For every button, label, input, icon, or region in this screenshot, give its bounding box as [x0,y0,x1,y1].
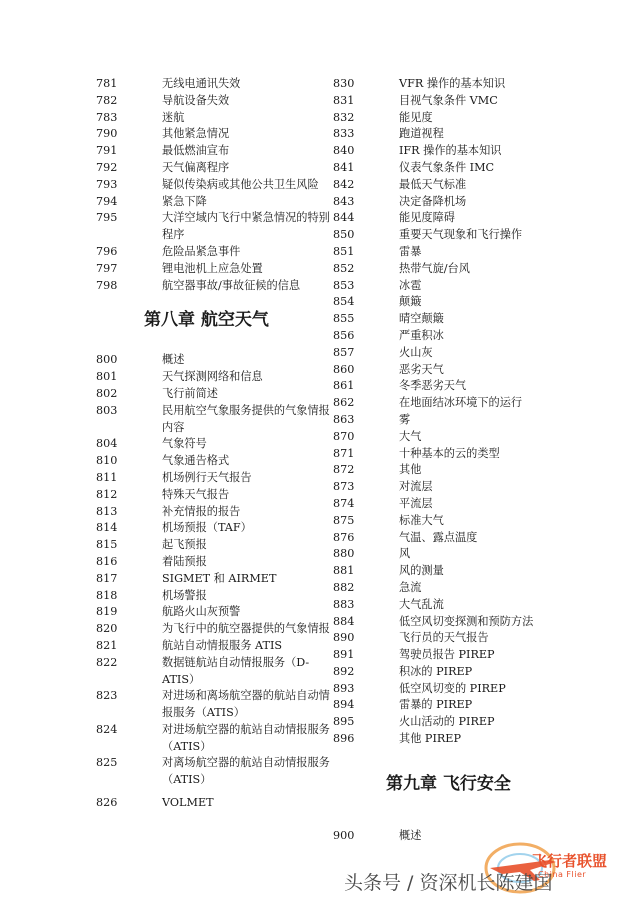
entry-number: 844 [333,211,355,225]
entry-title: 航空器事故/事故征候的信息 [162,278,301,292]
entry-number: 851 [333,244,355,258]
toc-entry [333,597,573,614]
toc-entry [333,697,573,714]
entry-number: 817 [96,571,118,585]
entry-number: 861 [333,379,355,393]
entry-number: 900 [333,828,355,842]
entry-number: 842 [333,177,355,191]
toc-entry [96,244,336,261]
toc-entry [96,795,336,812]
entry-title: 雷暴的 PIREP [399,698,473,712]
entry-title: 能见度 [399,110,433,124]
entry-title: 航路火山灰预警 [162,605,241,619]
entry-number: 855 [333,312,355,326]
toc-left-column [96,76,336,812]
toc-entry [333,647,573,664]
toc-entry [333,630,573,647]
toc-entry [96,352,336,369]
toc-entry [333,462,573,479]
entry-number: 790 [96,127,118,141]
toc-entry [333,328,573,345]
entry-number: 822 [96,655,118,669]
toc-entry [333,210,573,227]
toc-entry [96,604,336,621]
toc-entry [96,194,336,211]
entry-number: 852 [333,261,355,275]
entry-title: IFR 操作的基本知识 [399,144,502,158]
entry-title: 火山活动的 PIREP [399,715,495,729]
entry-number: 793 [96,177,118,191]
toc-entry [96,504,336,521]
entry-title: 急流 [399,580,422,594]
entry-title: 对流层 [399,480,433,494]
toc-entry [96,571,336,588]
entry-number: 797 [96,261,118,275]
entry-number: 804 [96,437,118,451]
entry-number: 876 [333,530,355,544]
toc-entry [333,278,573,295]
toc-entry [96,160,336,177]
toc-entry [333,345,573,362]
chapter-8-heading: 第八章 航空天气 [144,310,269,331]
entry-number: 813 [96,504,118,518]
toc-entry [96,621,336,638]
toc-entry [333,446,573,463]
entry-title: 危险品紧急事件 [162,244,241,258]
entry-number: 873 [333,480,355,494]
entry-title: 着陆预报 [162,554,207,568]
toc-entry [333,126,573,143]
toc-entry [96,688,336,722]
entry-title: 颠簸 [399,295,422,309]
entry-number: 812 [96,487,118,501]
entry-number: 821 [96,638,118,652]
entry-number: 853 [333,278,355,292]
entry-title: 恶劣天气 [399,362,444,376]
entry-title: 补充情报的报告 [162,504,241,518]
entry-title: 概述 [162,353,185,367]
toc-entry [96,177,336,194]
entry-title: 平流层 [399,496,433,510]
entry-number: 782 [96,93,118,107]
toc-entry [333,412,573,429]
toc-entry [333,93,573,110]
toc-entry [96,537,336,554]
toc-entry [96,210,336,244]
entry-title: 跑道视程 [399,127,444,141]
entry-number: 795 [96,211,118,225]
toc-entry [333,76,573,93]
toc-entry [333,731,573,748]
chapter-heading-wrapper [96,294,336,352]
entry-number: 892 [333,664,355,678]
entry-title: SIGMET 和 AIRMET [162,571,277,585]
toc-entry [96,453,336,470]
toc-entry [96,386,336,403]
entry-title: 风的测量 [399,564,444,578]
entry-number: 815 [96,538,118,552]
entry-title: 雷暴 [399,244,422,258]
entry-title: 其他 [399,463,422,477]
entry-title: 最低天气标准 [399,177,467,191]
toc-entry [96,126,336,143]
entry-number: 854 [333,295,355,309]
entry-number: 840 [333,144,355,158]
entry-title: 数据链航站自动情报服务（D-ATIS） [162,655,310,686]
entry-number: 819 [96,605,118,619]
toc-entry [96,554,336,571]
entry-title: VOLMET [162,796,214,810]
entry-number: 783 [96,110,118,124]
entry-number: 891 [333,648,355,662]
entry-number: 896 [333,732,355,746]
entry-number: 781 [96,77,118,90]
entry-number: 894 [333,698,355,712]
chapter-9-heading: 第九章 飞行安全 [386,773,511,794]
entry-number: 857 [333,345,355,359]
entry-number: 796 [96,244,118,258]
entry-number: 882 [333,580,355,594]
entry-title: 无线电通讯失效 [162,77,241,90]
entry-title: 雾 [399,412,411,426]
entry-number: 823 [96,689,118,703]
toc-entry [333,479,573,496]
entry-title: 导航设备失效 [162,93,230,107]
entry-title: 其他 PIREP [399,732,461,746]
watermark-text: 头条号 / 资深机长陈建国 [344,872,553,894]
entry-number: 870 [333,429,355,443]
entry-number: 860 [333,362,355,376]
entry-number: 872 [333,463,355,477]
entry-number: 830 [333,77,355,90]
entry-number: 816 [96,554,118,568]
entry-title: 十种基本的云的类型 [399,446,500,460]
entry-number: 800 [96,353,118,367]
toc-entry [333,681,573,698]
toc-entry [333,160,573,177]
toc-entry [96,520,336,537]
entry-title: 紧急下降 [162,194,207,208]
toc-entry [96,261,336,278]
toc-entry [333,294,573,311]
entry-title: 能见度障碍 [399,211,455,225]
toc-entry [333,563,573,580]
entry-title: 迷航 [162,110,185,124]
entry-title: 目视气象条件 VMC [399,93,498,107]
entry-title: VFR 操作的基本知识 [399,77,506,90]
entry-title: 大洋空域内飞行中紧急情况的特别程序 [162,211,330,242]
entry-title: 标准大气 [399,513,444,527]
toc-entry [333,378,573,395]
entry-number: 810 [96,454,118,468]
entry-title: 大气乱流 [399,597,444,611]
entry-title: 天气探测网络和信息 [162,370,263,384]
entry-title: 晴空颠簸 [399,312,444,326]
toc-entry [333,143,573,160]
toc-entry [96,76,336,93]
toc-entry [96,110,336,127]
entry-title: 火山灰 [399,345,433,359]
chapter-heading-wrapper [333,748,573,822]
entry-number: 862 [333,396,355,410]
entry-number: 818 [96,588,118,602]
entry-title: 大气 [399,429,422,443]
entry-title: 低空风切变探测和预防方法 [399,614,534,628]
entry-number: 820 [96,622,118,636]
entry-title: 决定备降机场 [399,194,467,208]
entry-title: 飞行前简述 [162,386,218,400]
entry-number: 875 [333,513,355,527]
entry-title: 机场预报（TAF） [162,521,252,535]
entry-title: 对进场航空器的航站自动情报服务（ATIS） [162,722,330,753]
entry-number: 881 [333,564,355,578]
entry-title: 锂电池机上应急处置 [162,261,263,275]
entry-title: 概述 [399,828,422,842]
entry-number: 890 [333,631,355,645]
entry-title: 冰雹 [399,278,422,292]
entry-number: 895 [333,715,355,729]
entry-number: 791 [96,144,118,158]
entry-number: 874 [333,496,355,510]
toc-entry [333,614,573,631]
toc-entry [96,755,336,789]
entry-title: 机场例行天气报告 [162,470,252,484]
toc-entry [96,655,336,689]
entry-title: 重要天气现象和飞行操作 [399,228,523,242]
entry-number: 814 [96,521,118,535]
entry-title: 最低燃油宣布 [162,144,230,158]
toc-entry [96,487,336,504]
entry-title: 机场警报 [162,588,207,602]
toc-entry [96,143,336,160]
toc-entry [96,588,336,605]
entry-number: 871 [333,446,355,460]
entry-number: 884 [333,614,355,628]
entry-number: 850 [333,228,355,242]
entry-title: 在地面结冰环境下的运行 [399,396,523,410]
toc-entry [333,429,573,446]
entry-title: 起飞预报 [162,538,207,552]
toc-entry [96,470,336,487]
entry-title: 严重积冰 [399,328,444,342]
entry-number: 841 [333,160,355,174]
toc-entry [333,395,573,412]
toc-entry [333,362,573,379]
entry-number: 825 [96,756,118,770]
logo-subtext: China Flier [538,870,587,879]
toc-entry [333,110,573,127]
entry-number: 843 [333,194,355,208]
toc-entry [333,714,573,731]
toc-entry [333,194,573,211]
toc-entry [96,369,336,386]
entry-title: 冬季恶劣天气 [399,379,467,393]
toc-entry [333,513,573,530]
entry-title: 对离场航空器的航站自动情报服务（ATIS） [162,756,330,787]
toc-entry [96,436,336,453]
entry-number: 863 [333,412,355,426]
entry-number: 832 [333,110,355,124]
toc-entry [96,722,336,756]
entry-title: 其他紧急情况 [162,127,230,141]
toc-entry [333,664,573,681]
toc-entry [96,403,336,437]
entry-title: 为飞行中的航空器提供的气象情报 [162,622,330,636]
entry-title: 特殊天气报告 [162,487,230,501]
entry-title: 气温、露点温度 [399,530,478,544]
toc-entry [333,261,573,278]
entry-title: 民用航空气象服务提供的气象情报内容 [162,403,330,434]
entry-title: 低空风切变的 PIREP [399,681,506,695]
entry-title: 仪表气象条件 IMC [399,160,495,174]
entry-title: 热带气旋/台风 [399,261,470,275]
entry-title: 天气偏离程序 [162,160,230,174]
toc-entry [333,496,573,513]
toc-entry [96,278,336,295]
entry-number: 792 [96,160,118,174]
toc-entry [333,546,573,563]
entry-title: 航站自动情报服务 ATIS [162,638,283,652]
entry-number: 824 [96,722,118,736]
entry-number: 803 [96,403,118,417]
entry-title: 疑似传染病或其他公共卫生风险 [162,177,319,191]
toc-entry [333,311,573,328]
entry-title: 对进场和离场航空器的航站自动情报服务（ATIS） [162,689,330,720]
toc-entry [333,580,573,597]
entry-number: 856 [333,328,355,342]
entry-number: 893 [333,681,355,695]
entry-number: 826 [96,796,118,810]
entry-number: 802 [96,386,118,400]
toc-entry [96,93,336,110]
logo-text: 飞行者联盟 [532,852,608,870]
toc-entry [333,530,573,547]
entry-number: 794 [96,194,118,208]
entry-title: 气象通告格式 [162,454,230,468]
entry-title: 积冰的 PIREP [399,664,473,678]
toc-entry [333,227,573,244]
toc-entry [333,177,573,194]
entry-number: 801 [96,370,118,384]
entry-number: 811 [96,470,118,484]
entry-title: 风 [399,547,411,561]
toc-entry [96,638,336,655]
entry-number: 831 [333,93,355,107]
entry-number: 883 [333,597,355,611]
toc-entry [333,244,573,261]
toc-right-column [333,76,573,845]
entry-title: 飞行员的天气报告 [399,631,489,645]
entry-title: 气象符号 [162,437,207,451]
entry-title: 驾驶员报告 PIREP [399,648,495,662]
entry-number: 880 [333,547,355,561]
entry-number: 798 [96,278,118,292]
entry-number: 833 [333,127,355,141]
